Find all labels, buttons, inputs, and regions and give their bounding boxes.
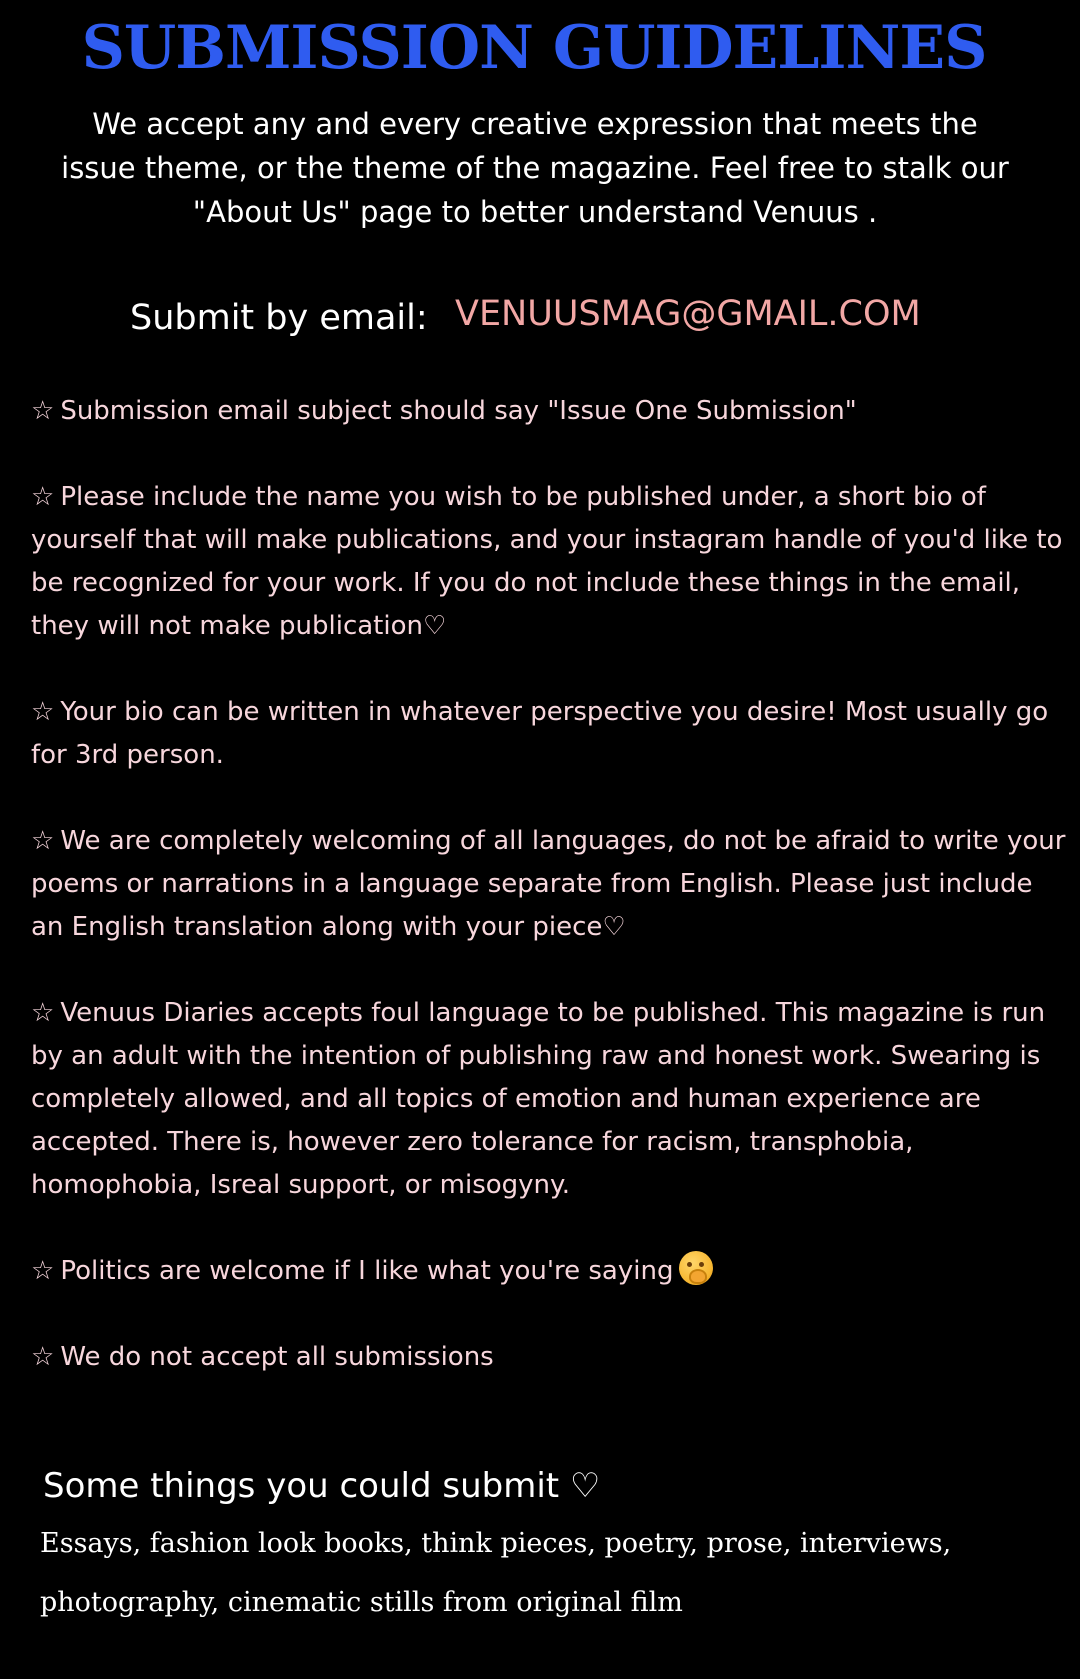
- guideline-text: Venuus Diaries accepts foul language to be published. This magazine is run by an adult with the intention of publishing raw and honest work. Swearing is completely allowed, and all topics of emotion and human experience are accepted. There is, however zero tolerance for racism, transphobia, homophobia, Isreal support, or misogyny.: [31, 998, 1046, 1200]
- guideline-text: We are completely welcoming of all languages, do not be afraid to write your poems or narrations in a language separate from English. Please just include an English translation along with your piece♡: [31, 826, 1066, 942]
- guideline-item-politics: [31, 1250, 1071, 1293]
- guideline-text: Submission email subject should say "Issue One Submission": [60, 396, 857, 426]
- star-icon: ☆: [31, 482, 55, 512]
- guideline-text: We do not accept all submissions: [60, 1342, 494, 1372]
- submit-by-email-row: [0, 293, 1080, 343]
- guideline-item-content-policy: [31, 992, 1071, 1207]
- guidelines-list: [31, 390, 1071, 1422]
- page-title: SUBMISSION GUIDELINES: [81, 13, 987, 83]
- star-icon: ☆: [31, 1256, 55, 1286]
- hand-over-mouth-emoji-icon: [679, 1251, 713, 1285]
- guideline-item-subject: [31, 390, 1071, 433]
- guideline-item-bio-details: [31, 476, 1071, 648]
- submission-types-list: Essays, fashion look books, think pieces, poetry, prose, interviews, photography, cinematic stills from original film: [40, 1528, 952, 1618]
- star-icon: ☆: [31, 1342, 55, 1372]
- guideline-item-selection: [31, 1336, 1071, 1379]
- star-icon: ☆: [31, 826, 55, 856]
- guideline-text: Your bio can be written in whatever perspective you desire! Most usually go for 3rd person.: [31, 697, 1049, 770]
- guideline-text: Please include the name you wish to be published under, a short bio of yourself that will make publications, and your instagram handle of you'd like to be recognized for your work. If you do not include these things in the email, they will not make publication♡: [31, 482, 1063, 641]
- guideline-item-languages: [31, 820, 1071, 949]
- intro-paragraph: We accept any and every creative expression that meets the issue theme, or the theme of the magazine. Feel free to stalk our "About Us" page to better understand Venuus .: [61, 107, 1009, 229]
- submit-by-email-label: Submit by email:: [130, 298, 428, 338]
- submission-email-address[interactable]: VENUUSMAG@GMAIL.COM: [455, 294, 921, 334]
- guideline-text: Politics are welcome if I like what you're saying: [60, 1256, 674, 1286]
- guideline-item-bio-perspective: [31, 691, 1071, 777]
- star-icon: ☆: [31, 697, 55, 727]
- star-icon: ☆: [31, 998, 55, 1028]
- star-icon: ☆: [31, 396, 55, 426]
- submission-types-heading: Some things you could submit ♡: [43, 1466, 601, 1506]
